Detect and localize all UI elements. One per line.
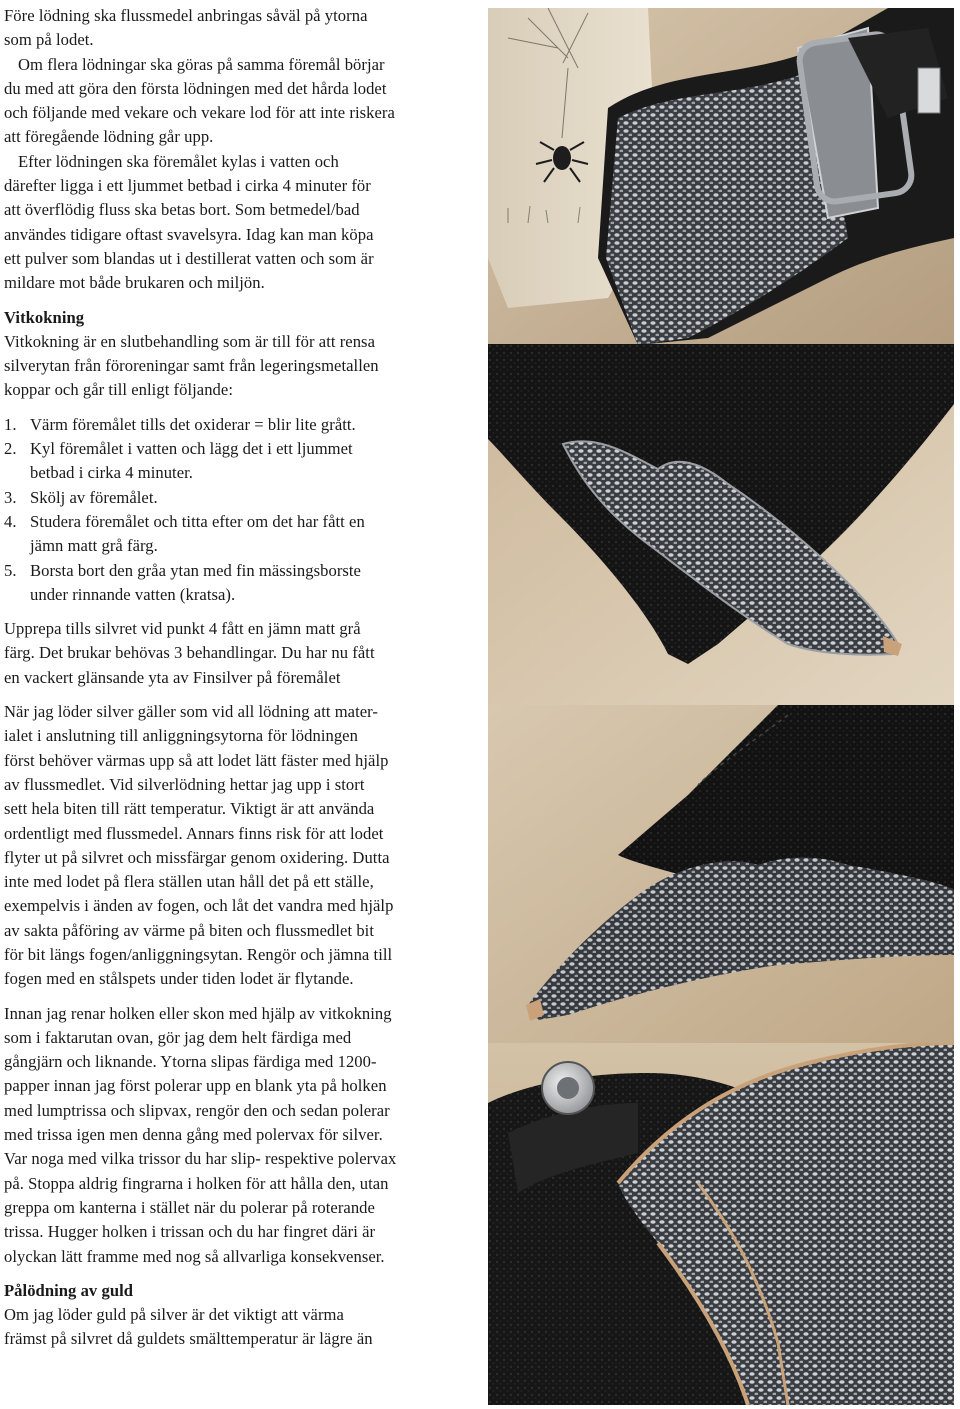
list-item: [4, 437, 478, 486]
text-line: Före lödning ska flussmedel anbringas såväl på ytorna: [4, 6, 368, 25]
text-line: ordentligt med flussmedel. Annars finns risk för att lodet: [4, 823, 384, 843]
paragraph-flux: [4, 4, 478, 53]
text-line: användes tidigare oftast svavelsyra. Idag kan man köpa: [4, 224, 374, 244]
text-line: koppar och går till enligt följande:: [4, 380, 233, 400]
paragraph-vitkokning-intro: [4, 330, 478, 403]
text-line: Var noga med vilka trissor du har slip- respektive polervax: [4, 1149, 397, 1169]
text-line: att föregående lödning går upp.: [4, 127, 214, 147]
paragraph-multiple-solderings: [4, 53, 478, 150]
text-line: och följande med vekare och vekare lod för att inte riskera: [4, 103, 395, 123]
sheath-tip-side-photo-svg: [488, 705, 954, 1044]
text-line: fogen med en stålspets under tiden lodet är flytande.: [4, 969, 354, 989]
sheath-top-button-photo: [488, 1043, 954, 1405]
text-line: exempelvis i änden av fogen, och låt det vandra med hjälp: [4, 896, 394, 916]
text-line: silverytan från föroreningar samt från legeringsmetallen: [4, 356, 379, 376]
steps-list: [4, 413, 478, 607]
list-item: [4, 486, 478, 510]
text-line: Innan jag renar holken eller skon med hjälp av vitkokning: [4, 1003, 392, 1023]
text-line: en vackert glänsande yta av Finsilver på föremålet: [4, 667, 341, 687]
text-line: Om jag löder guld på silver är det viktigt att värma: [4, 1305, 344, 1325]
text-line: av sakta påföring av värme på biten och flussmedlet bit: [4, 920, 374, 940]
list-item: [4, 510, 478, 559]
step-number: 1.: [4, 414, 17, 434]
step-number: 5.: [4, 560, 17, 580]
text-line: Upprepa tills silvret vid punkt 4 fått en jämn matt grå: [4, 619, 361, 639]
text-line: mildare mot både brukaren och miljön.: [4, 273, 265, 293]
sheath-tip-photo-svg: [488, 344, 954, 706]
sheath-tip-photo: [488, 344, 954, 706]
paragraph-repeat: [4, 617, 478, 690]
text-line: flyter ut på silvret och missfärgar genom oxidering. Dutta: [4, 847, 390, 867]
text-line: för bit längs fogen/anliggningsytan. Rengör och jämna till: [4, 944, 393, 964]
step-text: Borsta bort den gråa ytan med fin mässingsborste: [30, 560, 361, 580]
heading-vitkokning: Vitkokning: [4, 307, 85, 327]
text-line: på. Stoppa aldrig fingrarna i holken för att hålla den, utan: [4, 1173, 389, 1193]
paragraph-pickling: [4, 150, 478, 296]
text-line: sett hela biten till rätt temperatur. Viktigt är att använda: [4, 799, 375, 819]
text-line: färg. Det brukar behövas 3 behandlingar. Du har nu fått: [4, 643, 375, 663]
step-text: Studera föremålet och titta efter om det har fått en: [30, 511, 365, 531]
knife-sheath-handle-photo: [488, 8, 954, 345]
text-column: [4, 4, 478, 1352]
heading-gold-soldering: Pålödning av guld: [4, 1280, 134, 1300]
text-line: Vitkokning är en slutbehandling som är till för att rensa: [4, 331, 375, 351]
text-line: När jag löder silver gäller som vid all lödning att mater-: [4, 702, 378, 722]
text-line: ett pulver som blandas ut i destillerat vatten och som är: [4, 248, 374, 268]
step-number: 4.: [4, 511, 17, 531]
step-text: betbad i cirka 4 minuter.: [30, 463, 193, 483]
text-line: Efter lödningen ska föremålet kylas i vatten och: [18, 151, 339, 171]
text-line: Om flera lödningar ska göras på samma föremål börjar: [18, 54, 385, 74]
step-number: 2.: [4, 439, 17, 459]
sheath-tip-photo: [488, 705, 954, 1044]
text-line: som på lodet.: [4, 30, 94, 50]
text-line: inte med lodet på flera ställen utan håll det på ett ställe,: [4, 872, 374, 892]
text-line: med trissa igen men denna gång med polervax för silver.: [4, 1125, 383, 1145]
step-text: under rinnande vatten (kratsa).: [30, 584, 236, 604]
paragraph-silver-soldering: [4, 700, 478, 992]
step-text: Värm föremålet tills det oxiderar = blir lite grått.: [30, 414, 356, 434]
text-line: därefter ligga i ett ljummet betbad i cirka 4 minuter för: [4, 176, 371, 196]
text-line: gångjärn och liknande. Ytorna slipas färdiga med 1200-: [4, 1052, 377, 1072]
text-line: först behöver värmas upp så att lodet lätt fäster med hjälp: [4, 750, 389, 770]
text-line: som i faktarutan ovan, gör jag dem helt färdiga med: [4, 1027, 352, 1047]
text-line: trissa. Hugger holken i trissan och du har fingret däri är: [4, 1222, 376, 1242]
knife-sheath-handle-photo-svg: [488, 8, 954, 345]
list-item: [4, 559, 478, 608]
text-line: greppa om kanterna i stället när du polerar på roterande: [4, 1197, 375, 1217]
sheath-top-button-photo-svg: [488, 1043, 954, 1405]
text-line: du med att göra den första lödningen med det hårda lodet: [4, 78, 387, 98]
text-line: med lumptrissa och slipvax, rengör den och sedan polerar: [4, 1100, 390, 1120]
step-text: Kyl föremålet i vatten och lägg det i ett ljummet: [30, 439, 353, 459]
list-item: [4, 413, 478, 437]
step-number: 3.: [4, 487, 17, 507]
text-line: av flussmedlet. Vid silverlödning hettar jag upp i stort: [4, 774, 365, 794]
step-text: Skölj av föremålet.: [30, 487, 158, 507]
step-text: jämn matt grå färg.: [30, 536, 158, 556]
text-line: främst på silvret då guldets smälttemperatur är lägre än: [4, 1329, 373, 1349]
paragraph-polishing: [4, 1002, 478, 1269]
text-line: olyckan lätt framme med nog så allvarliga konsekvenser.: [4, 1246, 385, 1266]
text-line: ialet i anslutning till anliggningsytorna för lödningen: [4, 726, 358, 746]
text-line: att överflödig fluss ska betas bort. Som betmedel/bad: [4, 200, 360, 220]
text-line: papper innan jag först polerar upp en blank yta på holken: [4, 1076, 387, 1096]
paragraph-gold: [4, 1303, 478, 1352]
